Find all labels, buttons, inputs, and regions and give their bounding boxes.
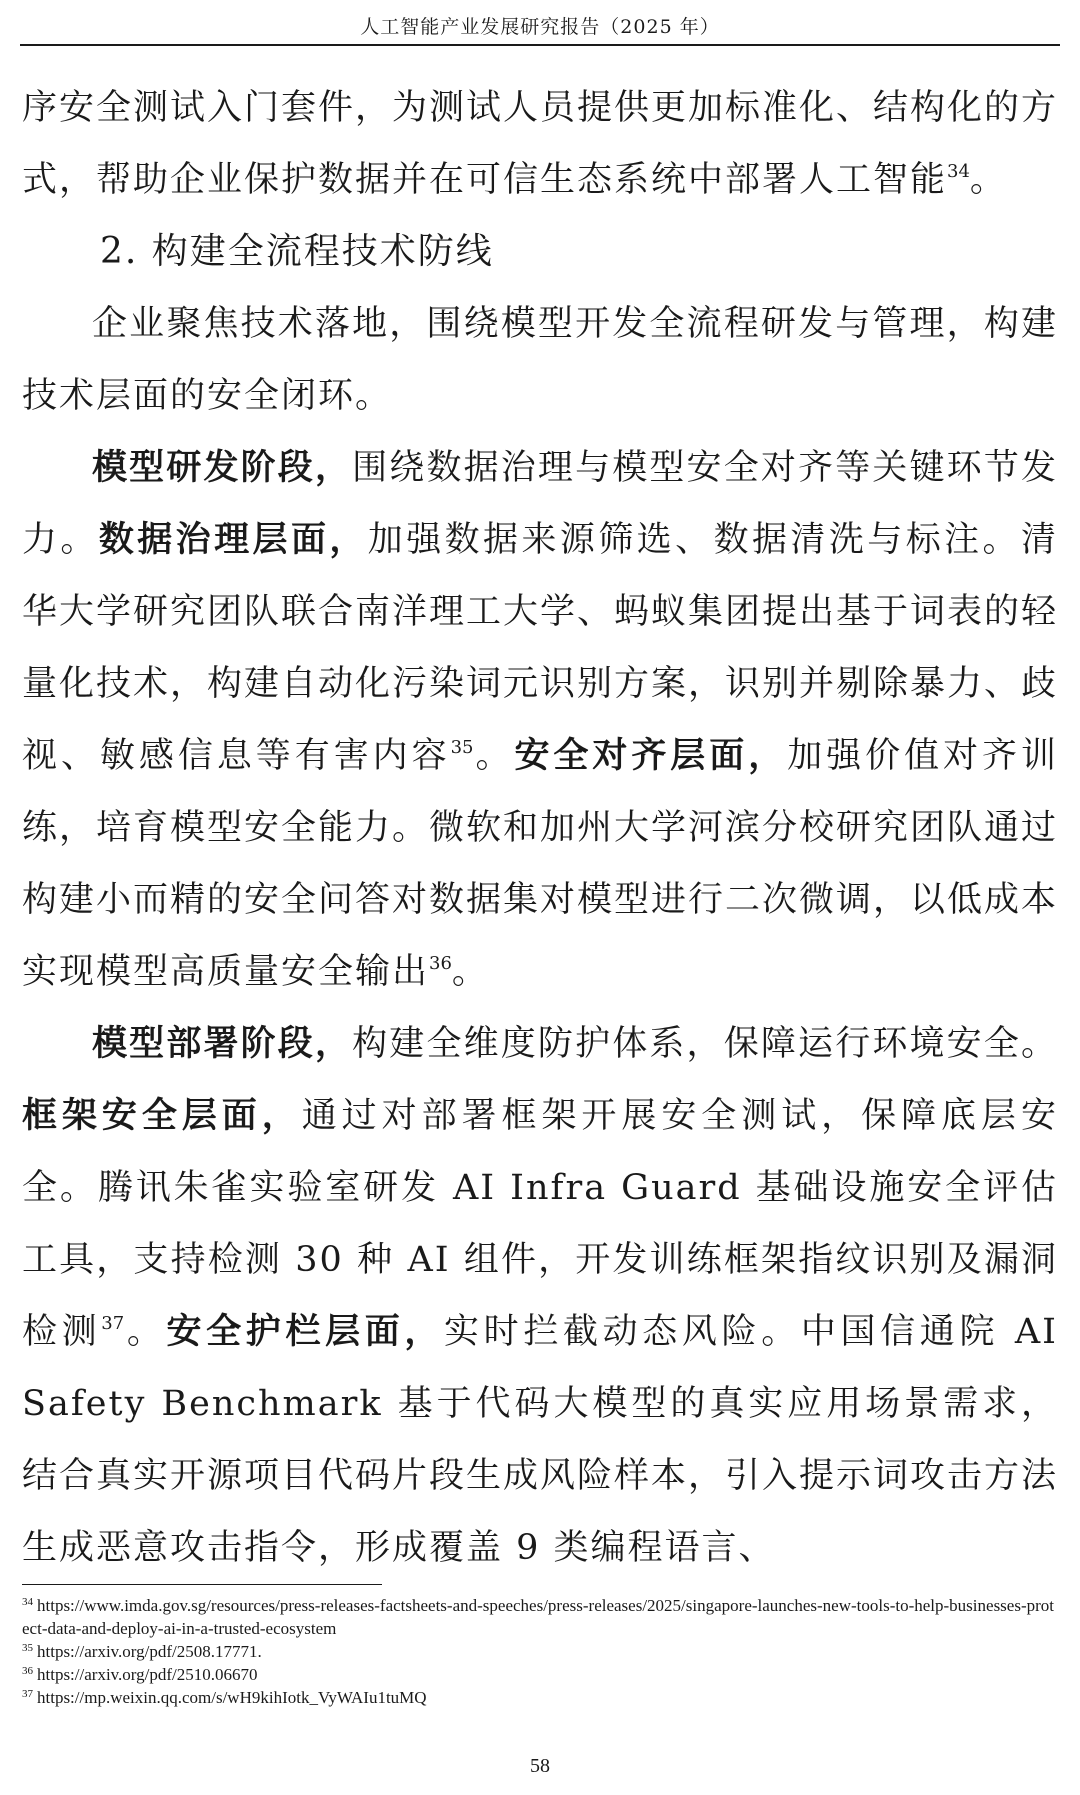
footnote-35	[22, 1640, 1058, 1663]
paragraph-3-subhead-safety-alignment: 安全对齐层面，	[514, 736, 788, 776]
footnote-34	[22, 1594, 1058, 1640]
footnote-link[interactable]: https://mp.weixin.qq.com/s/wH9kihIotk_VyWAIu1tuMQ	[37, 1688, 427, 1707]
footnote-link[interactable]: https://arxiv.org/pdf/2508.17771.	[37, 1642, 262, 1661]
footnote-link[interactable]: https://www.imda.gov.sg/resources/press-releases-factsheets-and-speeches/press-releases/2025/singapore-launches-new-tools-to-help-businesses-protect-data-and-deploy-ai-in-a-trusted-ecosystem	[22, 1596, 1055, 1638]
paragraph-4-mid: 。	[124, 1312, 167, 1352]
paragraph-3-text: 围绕数据治理与模型安全对齐等关键环节发力。	[22, 448, 1058, 560]
paragraph-1-text: 序安全测试入门套件，为测试人员提供更加标准化、结构化的方式，帮助企业保护数据并在可信生态系统中部署人工智能	[22, 88, 1059, 200]
paragraph-4-text-3: 实时拦截动态风险。中国信通院 AI Safety Benchmark 基于代码大模型的真实应用场景需求，结合真实开源项目代码片段生成风险样本，引入提示词攻击方法生成恶意攻击指令，形成覆盖 9 类编程语言、	[22, 1312, 1059, 1568]
footnote-ref-34: 34	[947, 161, 970, 182]
paragraph-4-text: 构建全维度防护体系，保障运行环境安全。	[352, 1024, 1058, 1064]
paragraph-4-lead: 模型部署阶段，	[92, 1024, 353, 1064]
footnote-ref-36: 36	[429, 953, 452, 974]
footnote-number: 34	[22, 1596, 33, 1608]
paragraph-3-mid: 。	[473, 736, 515, 776]
paragraph-2: 企业聚焦技术落地，围绕模型开发全流程研发与管理，构建技术层面的安全闭环。	[22, 304, 1058, 416]
page-number: 58	[530, 1755, 550, 1777]
footnotes	[22, 1594, 1058, 1709]
paragraph-1	[22, 72, 1058, 216]
paragraph-4-subhead-guardrails: 安全护栏层面，	[166, 1312, 445, 1352]
footnote-37	[22, 1686, 1058, 1709]
paragraph-3-end: 。	[451, 952, 489, 992]
paragraph-3-lead: 模型研发阶段，	[92, 448, 353, 488]
paragraph-3-text-2: 加强数据来源筛选、数据清洗与标注。清华大学研究团队联合南洋理工大学、蚂蚁集团提出基于词表的轻量化技术，构建自动化污染词元识别方案，识别并剔除暴力、歧视、敏感信息等有害内容	[22, 520, 1059, 776]
footnote-link[interactable]: https://arxiv.org/pdf/2510.06670	[37, 1665, 258, 1684]
footnote-number: 37	[22, 1688, 33, 1700]
paragraph-3	[22, 432, 1058, 1008]
paragraph-4-text-2: 通过对部署框架开展安全测试，保障底层安全。腾讯朱雀实验室研发 AI Infra Guard 基础设施安全评估工具，支持检测 30 种 AI 组件，开发训练框架指纹识别及漏洞检测	[22, 1096, 1058, 1352]
paragraph-4	[22, 1008, 1058, 1584]
report-title: 人工智能产业发展研究报告（2025 年）	[360, 16, 720, 38]
paragraph-1-end: 。	[969, 160, 1007, 200]
footnote-divider	[22, 1584, 382, 1585]
footnote-36	[22, 1663, 1058, 1686]
body-text	[22, 72, 1058, 1584]
paragraph-3-subhead-data-governance: 数据治理层面，	[98, 520, 368, 560]
section-heading: 2. 构建全流程技术防线	[100, 231, 494, 272]
footnote-number: 36	[22, 1665, 33, 1677]
header-divider	[20, 44, 1060, 46]
paragraph-4-subhead-framework-security: 框架安全层面，	[22, 1096, 302, 1136]
footnote-ref-37: 37	[101, 1313, 125, 1334]
footnote-number: 35	[22, 1642, 33, 1654]
footnote-ref-35: 35	[450, 737, 474, 758]
paragraph-3-text-3: 加强价值对齐训练，培育模型安全能力。微软和加州大学河滨分校研究团队通过构建小而精的安全问答对数据集对模型进行二次微调，以低成本实现模型高质量安全输出	[22, 736, 1059, 992]
